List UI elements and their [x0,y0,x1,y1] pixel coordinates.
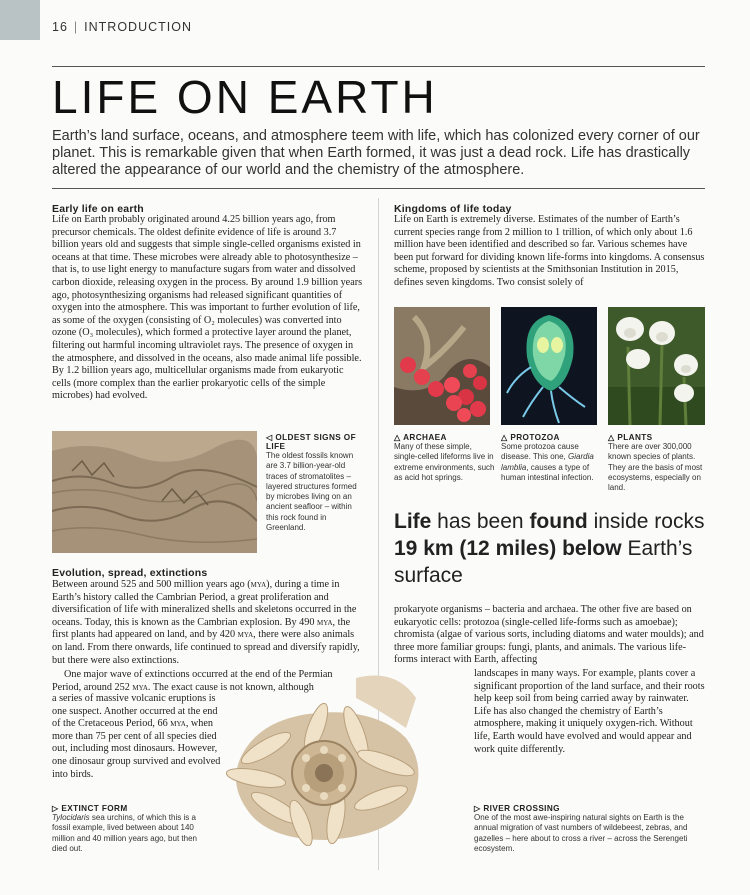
protozoa-caption-body [501,442,603,483]
archaea-photo [394,307,490,425]
evolution-p2-b: . The exact cause is not known, although [147,681,314,693]
extinct-caption-body [52,813,202,854]
pull-quote-text-3: Earth’s surface [394,537,693,587]
plants-photo [608,307,705,425]
protozoa-caption-species: Giardia lamblia [501,452,594,472]
plants-caption-body: There are over 300,000 known species of plants. They are the basis of most ecosystems, especially on land. [608,442,703,493]
sea-urchin-fossil-image [206,658,434,846]
protozoa-caption-text-a: Some protozoa cause disease. This one, [501,442,579,462]
extinct-caption-genus: Tylocidaris [52,813,90,822]
river-caption-title: ▷ RIVER CROSSING [474,804,560,813]
evolution-p2-c: a series of massive volcanic eruptions is one suspect. Another occurred at the end of the Cretaceous Period, 66 [52,693,218,730]
evolution-p1-a: Between around 525 and 500 million years ago ( [52,579,251,590]
evolution-heading: Evolution, spread, extinctions [52,567,208,579]
stromatolite-fossil-photo [52,431,257,553]
evolution-p1-b: ), during a time in Earth’s history called the Cambrian Period, a great proliferation and diversification of life with mineralized shells and skeletons occurred in the oceans. Today, this is known as the Cambrian explosion. By 490 [52,579,357,628]
evolution-p1-d: , there were also animals on land. From there onwards, life continued to spread and diversify rapidly, but there were also extinctions. [52,629,360,666]
evolution-paragraph-1 [52,579,364,667]
evolution-p2-a: One major wave of extinctions occurred at the end of the Permian Period, around 252 [52,669,333,693]
pull-quote-word-found: found [529,510,588,533]
evolution-paragraph-2 [52,693,222,781]
kingdoms-body-continued-2: landscapes in many ways. For example, plants cover a significant proportion of the land surface, and their roots help keep soil from being carried away by rainwater. Life has also changed the chemistry of Earth’s atmosphere, making it uniquely oxygen-rich. Without life, Earth would have evolved and would appear and work quite differently. [474,668,705,755]
folio-tab [0,0,40,40]
page-number: 16 [52,20,68,34]
pull-quote-word-life: Life [394,510,432,533]
folio [52,20,192,34]
archaea-caption-title: △ ARCHAEA [394,433,447,442]
folio-separator: | [73,20,79,34]
fossil-caption-title: ◁ OLDEST SIGNS OF LIFE [266,433,356,451]
plants-caption-title: △ PLANTS [608,433,653,442]
river-caption-body: One of the most awe-inspiring natural sights on Earth is the annual migration of vast numbers of wildebeest, zebras, and gazelles – here about to cross a river – across the Serengeti ecosystem. [474,813,688,853]
river-crossing-caption [474,803,706,854]
mya-abbrev: mya [170,718,186,730]
fossil-caption [266,432,366,533]
mya-abbrev: mya [316,616,333,628]
section-name: INTRODUCTION [84,20,192,34]
protozoa-photo [501,307,597,425]
archaea-caption-body: Many of these simple, single-celled lifeforms live in extreme environments, such as acid hot springs. [394,442,495,482]
intro-rule-bottom [52,188,705,189]
title-rule-top [52,66,705,67]
protozoa-caption-text-b: , causes a type of human intestinal infection. [501,462,594,482]
early-life-body: Life on Earth probably originated around 4.25 billion years ago, from precursor chemicals. The oldest definite evidence of life is around 3.7 billion years old and suggests that simple single-celled organisms existed in oceans at that time. These microbes were already able to photosynthesize – that is, to use light energy to manufacture sugars from water and dissolved carbon dioxide, releasing oxygen in the process. By around 1.9 billion years ago, photosynthesizing organisms had released significant quantities of oxygen into the atmosphere. This was important to further evolution of life, as some of the oxygen (consisting of O₂ molecules) was converted into ozone (O₃ molecules), which formed a protective layer around the planet, filtering out harmful incoming ultraviolet rays. The presence of oxygen in the atmosphere, and dissolved in the oceans, also made animal life possible. By 1.2 billion years ago, multicellular organisms made from eukaryotic cells (more complex than the earlier prokaryotic cells of the simple microbes) had evolved. [52,214,363,402]
pull-quote-text-1: has been [431,510,530,533]
kingdoms-body: Life on Earth is extremely diverse. Estimates of the number of Earth’s current species range from 2 million to 1 trillion, of which only about 1.6 million have been identified and described so far. Various schemes have been put forward for dividing known life-forms into kingdoms. A consensus scheme, proposed by scientists at the Smithsonian Institution in 2015, defines seven kingdoms. Two consist solely of [394,214,705,288]
evolution-p1-c: , the first plants had appeared on land, and by 420 [52,616,351,641]
mya-abbrev: mya [237,629,254,641]
fossil-caption-body: The oldest fossils known are 3.7 billion-year-old traces of stromatolites – layered structures formed by microbes living on an ancient seafloor – within this rock found in Greenland. [266,451,357,533]
protozoa-caption [501,432,603,483]
pull-quote-text-2: inside rocks [587,510,705,533]
kingdoms-heading: Kingdoms of life today [394,203,512,215]
plants-caption [608,432,708,493]
pull-quote [394,508,709,589]
archaea-caption [394,432,496,483]
pull-quote-depth: 19 km (12 miles) below [394,537,622,560]
protozoa-caption-title: △ PROTOZOA [501,433,560,442]
mya-abbrev: mya [132,681,148,693]
extinct-caption-title: ▷ EXTINCT FORM [52,804,128,813]
extinct-caption-text: sea urchins, of which this is a fossil example, lived between about 140 million and 40 million years ago, but then died out. [52,813,197,853]
page-title: LIFE ON EARTH [52,71,438,123]
early-life-heading: Early life on earth [52,203,144,215]
kingdoms-body-continued: prokaryote organisms – bacteria and archaea. The other five are based on eukaryotic cells: protozoa (single-celled life-forms such as amoebae); chromista (algae of various sorts, including diatoms and water moulds); and three more familiar groups: fungi, plants, and animals. The various life-forms interact with Earth, affecting [394,604,704,666]
extinct-form-caption [52,803,202,854]
intro-paragraph: Earth’s land surface, oceans, and atmosphere teem with life, which has colonized every corner of our planet. This is remarkable given that when Earth formed, it was just a dead rock. Life has drastically altered the appearance of our world and the chemistry of the atmosphere. [52,128,700,178]
mya-abbrev: mya [250,579,267,590]
evolution-p2-d: , when more than 75 per cent of all species died out, including most dinosaurs. However, one dinosaur group survived and evolved into birds. [52,718,221,780]
